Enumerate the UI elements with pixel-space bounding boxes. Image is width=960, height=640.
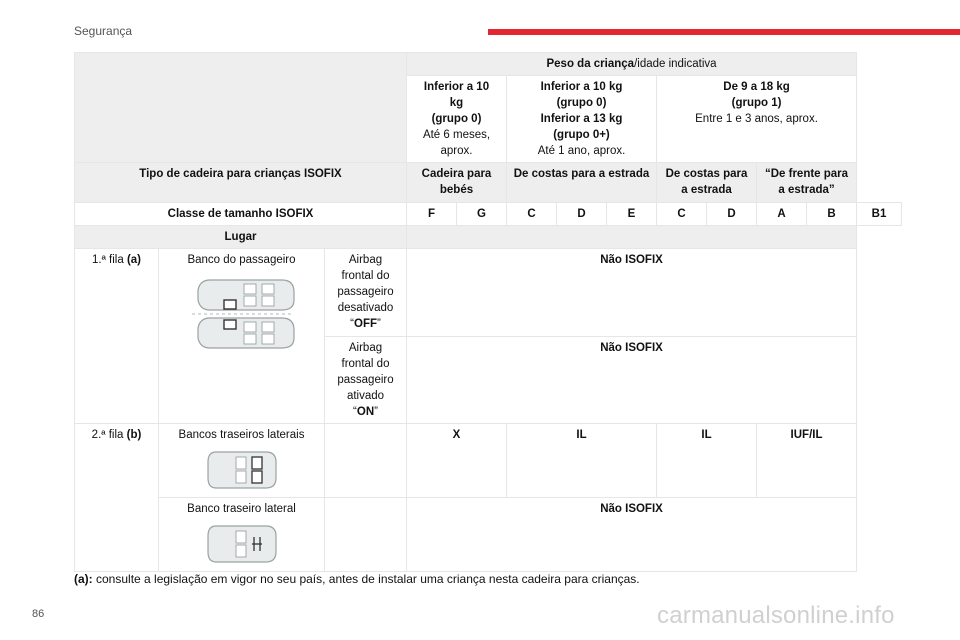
rear-empty-cell [325,424,407,498]
size-class-cell: A [757,203,807,226]
airbag-off-cell: Airbag frontal do passageiro desativado “OFF” [325,249,407,337]
seat-type-rear-facing-0plus: De costas para a estrada [507,163,657,203]
rear-empty-cell [325,498,407,572]
empty-corner-cell [75,53,407,163]
group-0plus-header: Inferior a 10 kg (grupo 0) Inferior a 13 kg (grupo 0+) Até 1 ano, aprox. [507,76,657,163]
size-class-cell: D [557,203,607,226]
place-empty [407,226,857,249]
non-isofix-rear: Não ISOFIX [407,498,857,572]
group-1-header: De 9 a 18 kg (grupo 1) Entre 1 e 3 anos, aprox. [657,76,857,163]
place-label: Lugar [75,226,407,249]
rear-value-group-1-rear: IL [657,424,757,498]
seat-type-infant: Cadeira para bebés [407,163,507,203]
rear-value-group-0plus: IL [507,424,657,498]
size-class-cell: C [657,203,707,226]
size-class-cell: D [707,203,757,226]
car-rear-seats-diagram [206,449,278,491]
airbag-on-cell: Airbag frontal do passageiro ativado “ON” [325,337,407,424]
seat-type-rear-facing-1: De costas para a estrada [657,163,757,203]
weight-header: Peso da criança/idade indicativa [407,53,857,76]
size-class-cell: B [807,203,857,226]
seat-type-forward-facing: “De frente para a estrada” [757,163,857,203]
car-front-seat-diagram [182,274,302,354]
rear-side-seat-cell: Banco traseiro lateral [159,498,325,572]
isofix-table [74,52,902,572]
size-class-label: Classe de tamanho ISOFIX [75,203,407,226]
car-rear-seat-diagram [206,523,278,565]
watermark: carmanualsonline.info [657,602,895,629]
passenger-seat-cell: Banco do passageiro [159,249,325,424]
page-number: 86 [32,608,45,620]
row-2-label: 2.ª fila (b) [75,424,159,572]
footnote: (a): consulte a legislação em vigor no seu país, antes de instalar uma criança nesta cadeira para crianças. [74,572,640,586]
row-1-label: 1.ª fila (a) [75,249,159,424]
group-0-header: Inferior a 10 kg (grupo 0) Até 6 meses, aprox. [407,76,507,163]
size-class-cell: C [507,203,557,226]
size-class-cell: F [407,203,457,226]
size-class-cell: B1 [857,203,902,226]
rear-value-group-0: X [407,424,507,498]
non-isofix-airbag-off: Não ISOFIX [407,249,857,337]
rear-side-seats-cell: Bancos traseiros laterais [159,424,325,498]
section-title: Segurança [74,24,133,38]
non-isofix-airbag-on: Não ISOFIX [407,337,857,424]
header-accent-bar [488,29,960,35]
seat-type-label: Tipo de cadeira para crianças ISOFIX [75,163,407,203]
size-class-cell: G [457,203,507,226]
size-class-cell: E [607,203,657,226]
rear-value-group-1-front: IUF/IL [757,424,857,498]
